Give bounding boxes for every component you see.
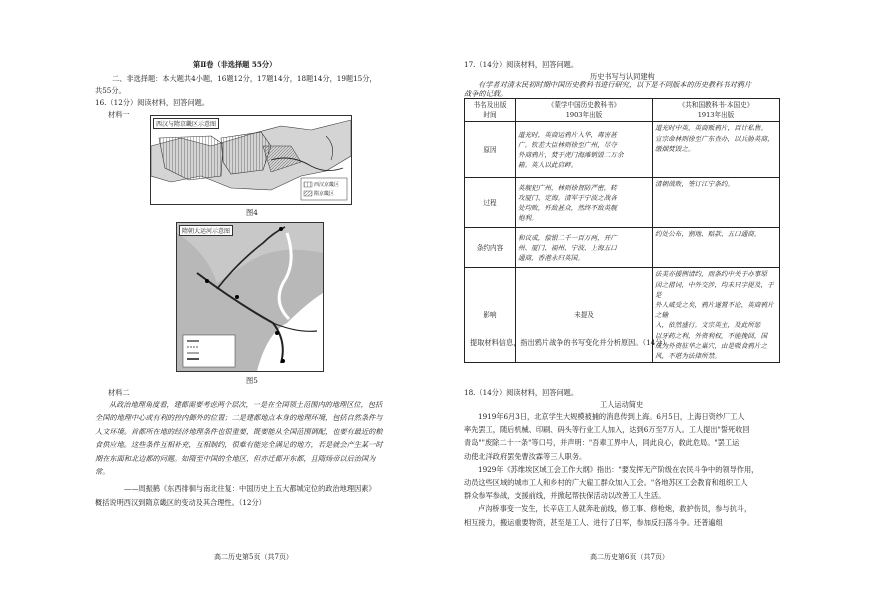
cell-line: 处均败，歼敌甚众，然终不敌英舰 bbox=[518, 203, 617, 212]
material-2-line: 全国的地理中心或有利的控内御外的位置；二是建都地点本身的地理环境，包括自然条件与 bbox=[95, 413, 383, 423]
cell-line: 入，依然盛行。文宗英主，及此所惩 bbox=[655, 321, 761, 330]
material-2-line: 从政治地理角度看，建都需要考虑两个层次，一是在全国领土范围内的地理区位，包括 bbox=[109, 400, 383, 409]
col-2-title: 《共和国教科书·本国史》 bbox=[678, 101, 754, 109]
col-2-header bbox=[653, 99, 780, 122]
q18-line: 率先罢工，随后机械、印刷、码头等行业工人加入，达到6万至7万人。工人提出"誓死收回 bbox=[464, 425, 750, 435]
cell-line: 外商鸦片，焚于虎门海滩销毁二万余 bbox=[518, 150, 624, 159]
cell-line: 广。钦差大臣林则徐至广州，尽夺 bbox=[518, 140, 617, 149]
q18-line: 相互接力，搬运重要物资，甚至是工人、进行了日军，参加反扫荡斗争。还普遍组 bbox=[464, 517, 723, 527]
cell-line: 外人咸受之矣，鸦片遂置不论，英商鸦片之输 bbox=[655, 301, 774, 320]
figure-5-box-title: 隋朝大运河示意图 bbox=[179, 225, 233, 236]
cell-1903 bbox=[516, 122, 653, 178]
cell-1913 bbox=[653, 178, 780, 228]
q18-line: 1929年《苏维埃区域工会工作大纲》指出："要发挥无产阶级在农民斗争中的领导作用， bbox=[478, 464, 759, 474]
q18-text bbox=[464, 410, 794, 529]
material-2-line: 期在东面和北边都的问题。如隋至中国的全地区，但亦迁都开东都，且隋炀帝以后治国为 bbox=[95, 453, 376, 463]
figure-4-map bbox=[150, 115, 352, 205]
col-1-title: 《蒙学中国历史教科书》 bbox=[547, 101, 621, 109]
table-corner-cell bbox=[465, 99, 516, 122]
figure-5-drawing bbox=[177, 223, 323, 371]
cell-line: 风，不堪为法律所禁。 bbox=[655, 352, 721, 361]
cell-line: 英舰犯广州，林则徐督防严密，转 bbox=[518, 183, 617, 192]
cell-line: 以牙药之利，外资利权，不能挽回，国 bbox=[655, 331, 768, 340]
cell-line: 清朝战败，签订江宁条约。 bbox=[655, 180, 735, 189]
section-line-1: 二、非选择题：本大题共4小题，16题12分，17题14分，18题14分，19题15分， bbox=[112, 74, 377, 83]
section-line-2: 共55分。 bbox=[95, 86, 126, 95]
q18-line: 动使北洋政府罢免曹汝霖等三人职务。 bbox=[464, 451, 587, 461]
part-title: 第Ⅱ卷（非选择题 55分） bbox=[193, 60, 277, 69]
material-2-text bbox=[95, 398, 440, 478]
table-row bbox=[465, 268, 780, 363]
cell-line: 通商，香港永归英国。 bbox=[518, 254, 584, 262]
cell-line: 箱。英人以此启衅。 bbox=[518, 161, 578, 170]
table-row bbox=[465, 178, 780, 228]
figure-5-caption: 图5 bbox=[246, 376, 258, 385]
material-2-line: 食供应地。这些条件互相补充，互相制约，很难有能完全满足的地方，若是就会产生某一时 bbox=[95, 440, 383, 450]
q16-header: 16.（12分）阅读材料，回答问题。 bbox=[95, 98, 210, 107]
material-2-line: 人文环境。首都所在地的经济地理条件也很重要，既要能从全国范围调配，也要有最近的粮 bbox=[95, 426, 383, 436]
row-label: 条约内容 bbox=[465, 228, 516, 268]
table-row bbox=[465, 228, 780, 268]
cell-line: 因之措词，中外交涉，均未只字提及，于是 bbox=[655, 280, 774, 299]
figure-4-caption: 图4 bbox=[246, 208, 258, 217]
figure-4-legend-2: 隋京畿区 bbox=[314, 191, 335, 197]
cell-line: 道光时中英，英商贩鸦片，百计私售。 bbox=[655, 124, 768, 133]
material-1-label: 材料一 bbox=[108, 110, 130, 119]
figure-4-legend-1: 西汉京畿区 bbox=[314, 182, 340, 188]
q18-line: 群众参军参战，支援前线，并掀起帮扶保活动以改善工人生活。 bbox=[464, 491, 666, 501]
cell-1903 bbox=[516, 228, 653, 268]
cell-1913 bbox=[653, 268, 780, 363]
material-2-source: ——周振鹤《东西徘徊与南北往复：中国历史上五大都城定位的政治地理因素》 bbox=[124, 484, 376, 493]
cell-line: 未提及 bbox=[574, 311, 594, 320]
material-2-line: 常。 bbox=[95, 467, 110, 477]
figure-4-box-title: 西汉与隋京畿区示意图 bbox=[153, 118, 219, 129]
col-1-year: 1903年出版 bbox=[565, 111, 603, 120]
left-footer: 高二历史第5页（共7页） bbox=[214, 553, 293, 561]
cell-line: 州、厦门、福州、宁波、上海五口 bbox=[518, 243, 617, 252]
cell-1913 bbox=[653, 122, 780, 178]
q18-line: 卢沟桥事变一发生，长辛店工人就奔赴前线，修工事、修枪炮，救护伤员，参与抗斗， bbox=[478, 504, 752, 514]
cell-1903 bbox=[516, 178, 653, 228]
history-table bbox=[464, 98, 780, 363]
cell-line: 和议成，偿银二千一百万两，开广 bbox=[518, 233, 617, 242]
cell-line: 宣宗命林则徐至广东查办，以兵胁英商， bbox=[655, 134, 774, 143]
figure-5-map bbox=[176, 222, 324, 372]
right-footer: 高二历史第6页（共7页） bbox=[590, 553, 669, 561]
q18-line: 动员这些区域的城市工人和乡村的广大雇工群众加入工会。"各地苏区工会教育和组织工人 bbox=[464, 478, 748, 488]
q17-intro-2: 战争的记载。 bbox=[464, 89, 508, 98]
cell-line: 道光时，英商运鸦片入华，毒害甚 bbox=[518, 130, 617, 139]
q17-prompt: 提取材料信息，指出鸦片战争的书写变化并分析原因。（14分） bbox=[470, 338, 670, 347]
cell-line: 攻厦门、定海。清军于宁波之战各 bbox=[518, 193, 617, 202]
row-label: 影响 bbox=[465, 268, 516, 363]
material-2-label: 材料二 bbox=[108, 388, 130, 397]
col-2-year: 1913年出版 bbox=[697, 111, 735, 120]
row-label: 原因 bbox=[465, 122, 516, 178]
q18-title: 工人运动简史 bbox=[600, 400, 644, 409]
row-label: 过程 bbox=[465, 178, 516, 228]
cell-line: 约处公布，割地、赔款、五口通商。 bbox=[655, 230, 761, 239]
q17-intro: 有学者对清末民初时期中国历史教科书进行研究，以下是不同版本的历史教科书对鸦片 bbox=[478, 80, 752, 89]
cell-1913 bbox=[653, 228, 780, 268]
corner-bottom: 时间 bbox=[483, 111, 497, 120]
q18-line: 青岛""废除二十一条"等口号，并声明："吾辈工界中人，同此良心，救此危局。"罢工运 bbox=[464, 438, 740, 448]
table-row bbox=[465, 122, 780, 178]
col-1-header bbox=[516, 99, 653, 122]
q18-line: 1919年6月3日，北京学生大规模被捕的消息传到上海。6月5日，上海日资纱厂工人 bbox=[478, 412, 745, 421]
q18-header: 18.（14分）阅读材料，回答问题。 bbox=[464, 388, 579, 397]
cell-line: 成为外资驻华之巢穴，由是吸食鸦片之 bbox=[655, 341, 768, 350]
q17-title: 历史书写与认同建构 bbox=[590, 72, 655, 81]
cell-line: 炮利。 bbox=[518, 214, 538, 223]
cell-line: 法美亦援例请约，而条约中关于办事原 bbox=[655, 270, 768, 279]
table-header-row bbox=[465, 99, 780, 122]
q17-header: 17.（14分）阅读材料，回答问题。 bbox=[464, 60, 579, 69]
cell-1903 bbox=[516, 268, 653, 363]
corner-top: 书名及出版 bbox=[473, 101, 507, 109]
q16-prompt: 概括说明西汉到隋京畿区的变动及其合理性。（12分） bbox=[95, 498, 266, 507]
cell-line: 缴烟焚毁之。 bbox=[655, 144, 695, 153]
